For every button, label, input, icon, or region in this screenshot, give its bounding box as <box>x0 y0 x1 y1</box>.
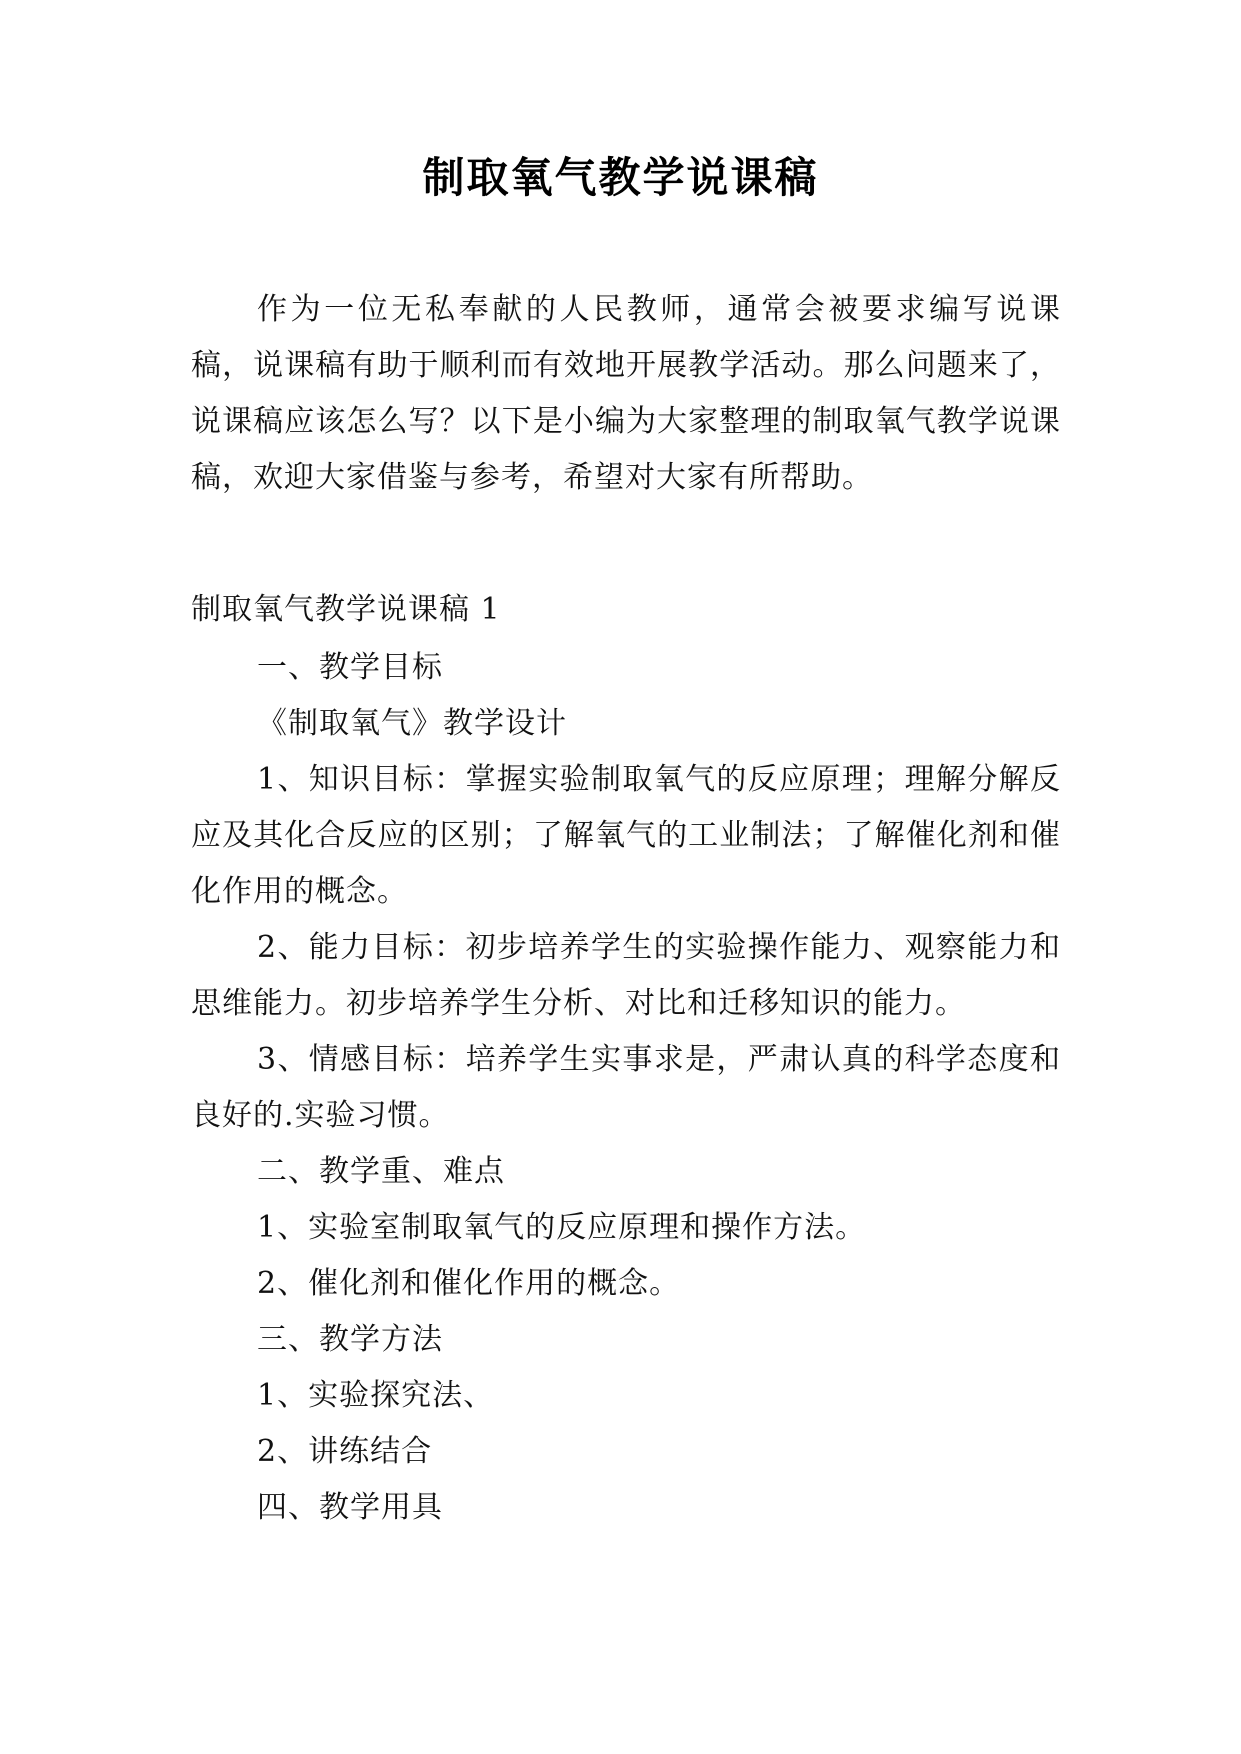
key-point-item-2: 2、催化剂和催化作用的概念。 <box>257 1266 681 1301</box>
section-heading: 制取氧气教学说课稿 1 <box>191 592 501 627</box>
method-item-2: 2、讲练结合 <box>257 1434 433 1469</box>
teaching-design-label: 《制取氧气》教学设计 <box>257 706 567 741</box>
heading-teaching-goals: 一、教学目标 <box>257 650 443 685</box>
emotion-goal-paragraph: 3、情感目标：培养学生实事求是，严肃认真的科学态度和良好的.实验习惯。 <box>191 1042 1061 1133</box>
intro-paragraph: 作为一位无私奉献的人民教师，通常会被要求编写说课稿，说课稿有助于顺利而有效地开展教学活动。那么问题来了，说课稿应该怎么写？以下是小编为大家整理的制取氧气教学说课稿，欢迎大家借鉴与参考，希望对大家有所帮助。 <box>191 292 1061 495</box>
ability-goal-paragraph: 2、能力目标：初步培养学生的实验操作能力、观察能力和思维能力。初步培养学生分析、对比和迁移知识的能力。 <box>191 930 1061 1021</box>
document-title: 制取氧气教学说课稿 <box>422 153 819 202</box>
heading-teaching-tools: 四、教学用具 <box>257 1490 443 1525</box>
method-item-1: 1、实验探究法、 <box>257 1378 495 1413</box>
heading-teaching-methods: 三、教学方法 <box>257 1322 443 1357</box>
key-point-item-1: 1、实验室制取氧气的反应原理和操作方法。 <box>257 1210 867 1245</box>
document-body <box>191 582 1061 1536</box>
knowledge-goal-paragraph: 1、知识目标：掌握实验制取氧气的反应原理；理解分解反应及其化合反应的区别；了解氧气的工业制法；了解催化剂和催化作用的概念。 <box>191 762 1061 909</box>
heading-key-points: 二、教学重、难点 <box>257 1154 505 1189</box>
